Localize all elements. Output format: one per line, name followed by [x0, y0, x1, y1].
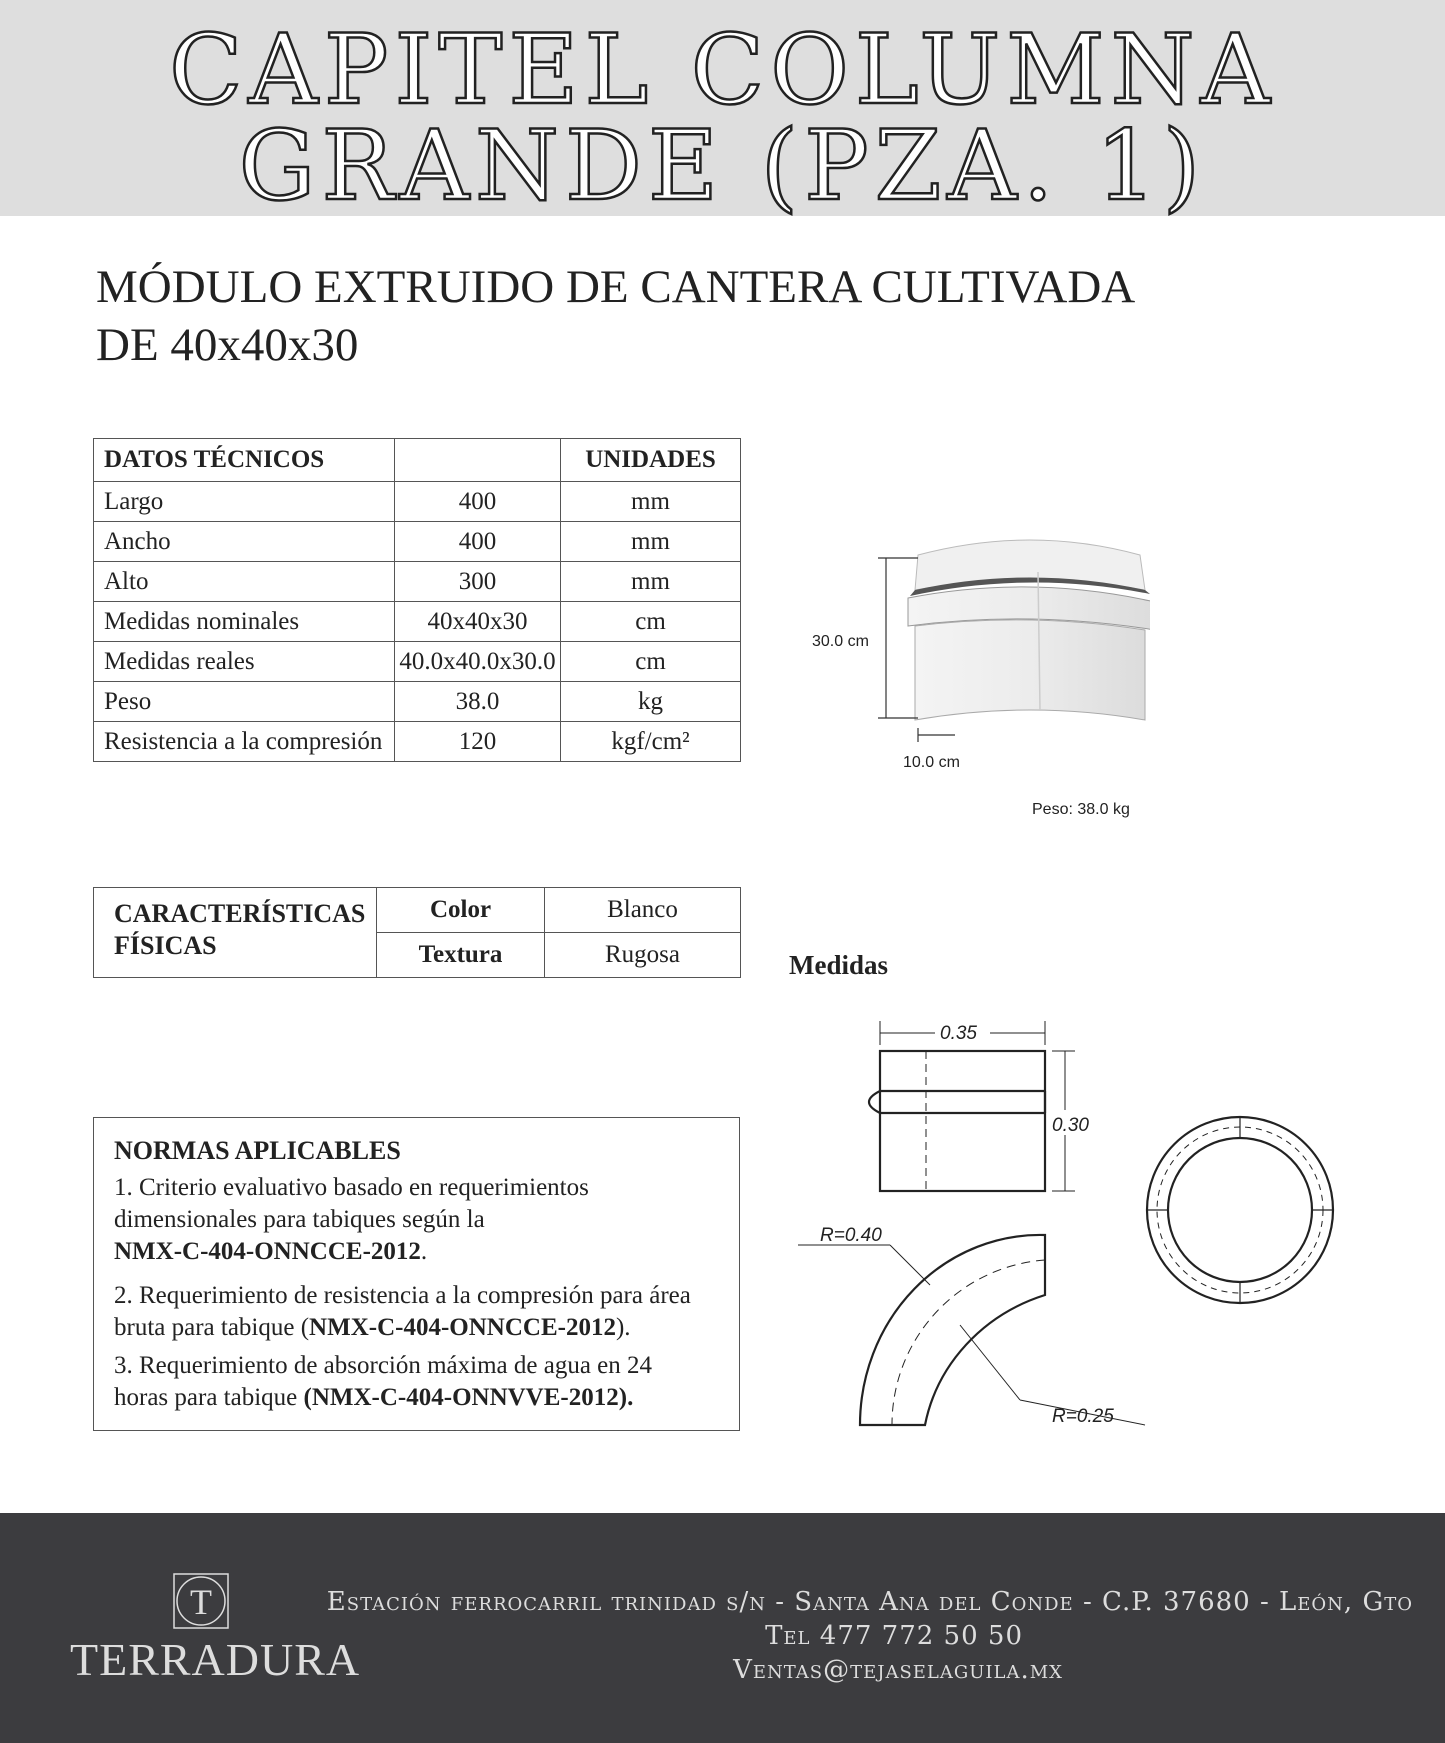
- technical-data-table: [93, 438, 741, 762]
- row-label: Color: [377, 888, 545, 933]
- row-label: Textura: [377, 933, 545, 978]
- row-label: Largo: [94, 482, 395, 522]
- row-label: Peso: [94, 682, 395, 722]
- physical-title-line2: FÍSICAS: [114, 931, 217, 960]
- brand-name: TERRADURA: [70, 1634, 361, 1685]
- norm-item-1: [114, 1172, 734, 1268]
- row-label: Medidas reales: [94, 642, 395, 682]
- footer-phone: Tel 477 772 50 50: [765, 1621, 1023, 1651]
- norm-code: (NMX-C-404-ONNVVE-2012).: [303, 1384, 634, 1411]
- table-row: [94, 522, 741, 562]
- physical-characteristics-table: [93, 887, 741, 978]
- row-label: Medidas nominales: [94, 602, 395, 642]
- row-value: 400: [395, 522, 561, 562]
- row-unit: kgf/cm²: [561, 722, 741, 762]
- side-view: [880, 1051, 1045, 1191]
- product-photo: [790, 530, 1150, 845]
- norm-code: NMX-C-404-ONNCCE-2012: [114, 1238, 421, 1265]
- row-value: 40x40x30: [395, 602, 561, 642]
- subtitle-line1: MÓDULO EXTRUIDO DE CANTERA CULTIVADA: [96, 261, 1136, 313]
- norm-text: 3. Requerimiento de absorción máxima de agua en 24: [114, 1352, 653, 1379]
- height-label: 30.0 cm: [812, 633, 869, 650]
- row-unit: cm: [561, 642, 741, 682]
- product-subtitle: [96, 258, 1135, 374]
- norm-text: bruta para tabique (: [114, 1314, 310, 1341]
- norm-text: ).: [615, 1314, 631, 1341]
- table-row: [94, 682, 741, 722]
- norm-item-2: [114, 1280, 734, 1344]
- capital-illustration: [790, 530, 1150, 840]
- table-row: [94, 602, 741, 642]
- row-label: Resistencia a la compresión: [94, 722, 395, 762]
- physical-title-line1: CARACTERÍSTICAS: [114, 899, 366, 928]
- medidas-label: Medidas: [789, 950, 889, 980]
- table-header-row: [94, 439, 741, 482]
- page-title-line2: GRANDE (PZA. 1): [238, 110, 1207, 222]
- dim-width-label: 0.35: [940, 1023, 977, 1044]
- header-label: DATOS TÉCNICOS: [94, 439, 395, 482]
- header-banner: [0, 0, 1445, 222]
- row-unit: kg: [561, 682, 741, 722]
- norm-item-3: [114, 1350, 734, 1414]
- physical-title: [94, 888, 377, 978]
- row-value: 120: [395, 722, 561, 762]
- radius-outer-label: R=0.40: [820, 1225, 882, 1246]
- row-value: 400: [395, 482, 561, 522]
- row-value: Rugosa: [545, 933, 741, 978]
- table-row: [94, 482, 741, 522]
- dim-height-label: 0.30: [1052, 1115, 1089, 1136]
- subtitle-line2: DE 40x40x30: [96, 319, 359, 371]
- norm-text: dimensionales para tabiques según la: [114, 1206, 485, 1233]
- table-row: [94, 562, 741, 602]
- logo-letter: T: [190, 1582, 212, 1622]
- row-label: Alto: [94, 562, 395, 602]
- row-unit: mm: [561, 522, 741, 562]
- page-title-line1: CAPITEL COLUMNA: [169, 14, 1276, 126]
- ring-view: [1147, 1117, 1333, 1303]
- weight-label: Peso: 38.0 kg: [1032, 801, 1130, 818]
- table-row: [94, 722, 741, 762]
- norm-code: NMX-C-404-ONNCCE-2012: [309, 1314, 616, 1341]
- footer-address: Estación ferrocarril trinidad s/n - Santa Ana del Conde - C.P. 37680 - León, Gto: [326, 1587, 1413, 1617]
- technical-drawing: [790, 1005, 1370, 1450]
- footer-email: Ventas@tejaselaguila.mx: [733, 1655, 1063, 1685]
- header-unit: UNIDADES: [561, 439, 741, 482]
- row-unit: mm: [561, 482, 741, 522]
- row-label: Ancho: [94, 522, 395, 562]
- row-value: 38.0: [395, 682, 561, 722]
- table-row: [94, 642, 741, 682]
- width-label: 10.0 cm: [903, 754, 960, 771]
- row-value: Blanco: [545, 888, 741, 933]
- norms-box: [93, 1117, 740, 1431]
- radius-inner-label: R=0.25: [1052, 1406, 1114, 1427]
- row-unit: cm: [561, 602, 741, 642]
- header-value: [395, 439, 561, 482]
- norm-text: .: [420, 1238, 428, 1265]
- footer: [0, 1513, 1445, 1743]
- norm-text: horas para tabique: [114, 1384, 304, 1411]
- norm-text: 1. Criterio evaluativo basado en requerimientos: [114, 1174, 589, 1201]
- row-unit: mm: [561, 562, 741, 602]
- norm-text: 2. Requerimiento de resistencia a la compresión para área: [114, 1282, 691, 1309]
- row-value: 40.0x40.0x30.0: [395, 642, 561, 682]
- table-row: [94, 888, 741, 933]
- row-value: 300: [395, 562, 561, 602]
- norms-title: NORMAS APLICABLES: [114, 1136, 401, 1165]
